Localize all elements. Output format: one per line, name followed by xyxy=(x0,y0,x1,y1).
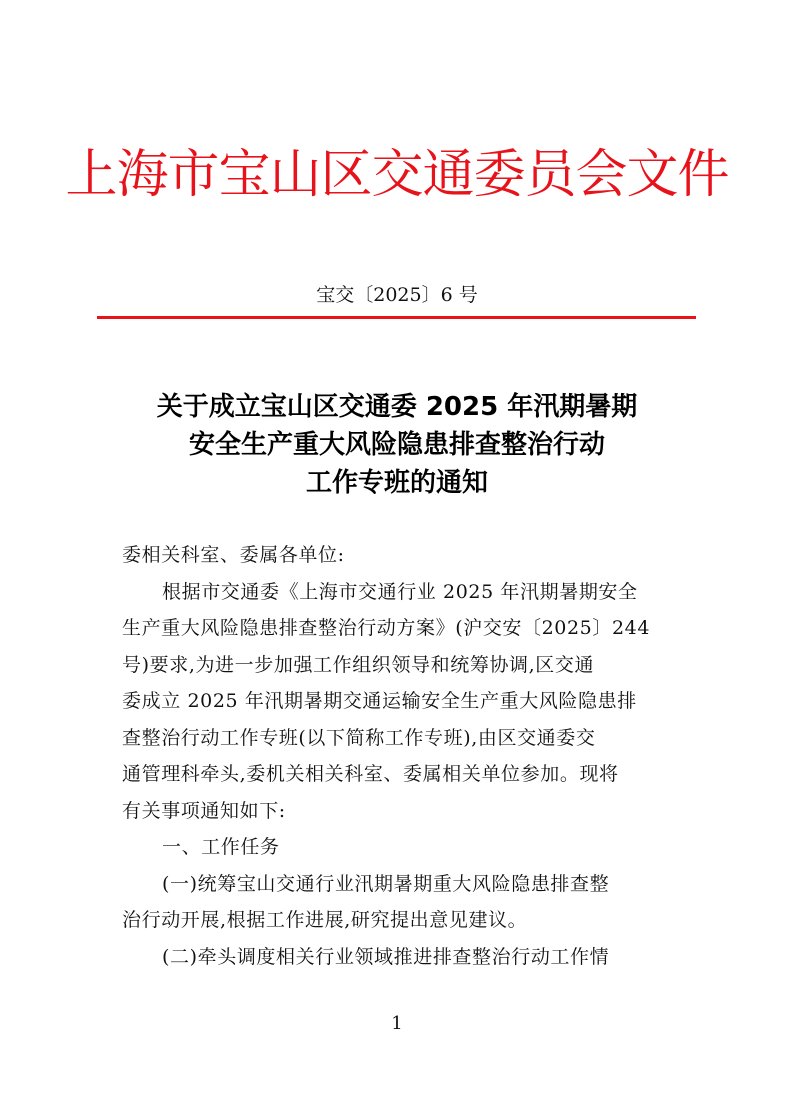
paragraph-line: 通管理科牵头,委机关相关科室、委属相关单位参加。现将 xyxy=(122,763,619,785)
red-divider-line xyxy=(97,316,696,319)
paragraph-line: 生产重大风险隐患排查整治行动方案》(沪交安〔2025〕244 xyxy=(122,617,651,639)
paragraph-line: 查整治行动工作专班(以下简称工作专班),由区交通委交 xyxy=(122,726,596,749)
title-line: 关于成立宝山区交通委 2025 年汛期暑期 xyxy=(156,392,638,422)
document-body xyxy=(122,537,670,975)
document-title xyxy=(0,388,794,502)
page-number: 1 xyxy=(391,1013,403,1034)
salutation: 委相关科室、委属各单位: xyxy=(122,544,345,566)
paragraph-line: 委成立 2025 年汛期暑期交通运输安全生产重大风险隐患排 xyxy=(122,690,637,712)
title-line: 安全生产重大风险隐患排查整治行动 xyxy=(188,430,605,460)
paragraph-line: 有关事项通知如下: xyxy=(122,799,286,822)
document-number: 宝交〔2025〕6 号 xyxy=(316,284,478,306)
paragraph-line: 号)要求,为进一步加强工作组织领导和统筹协调,区交通 xyxy=(122,653,595,676)
red-masthead: 上海市宝山区交通委员会文件 xyxy=(65,145,729,205)
list-item-line: (二)牵头调度相关行业领域推进排查整治行动工作情 xyxy=(162,945,610,968)
section-heading: 一、工作任务 xyxy=(162,836,280,858)
list-item-line: (一)统筹宝山交通行业汛期暑期重大风险隐患排查整 xyxy=(162,872,610,895)
paragraph-line: 根据市交通委《上海市交通行业 2025 年汛期暑期安全 xyxy=(162,580,638,603)
title-line: 工作专班的通知 xyxy=(305,468,488,498)
list-item-line: 治行动开展,根据工作进展,研究提出意见建议。 xyxy=(122,909,528,931)
